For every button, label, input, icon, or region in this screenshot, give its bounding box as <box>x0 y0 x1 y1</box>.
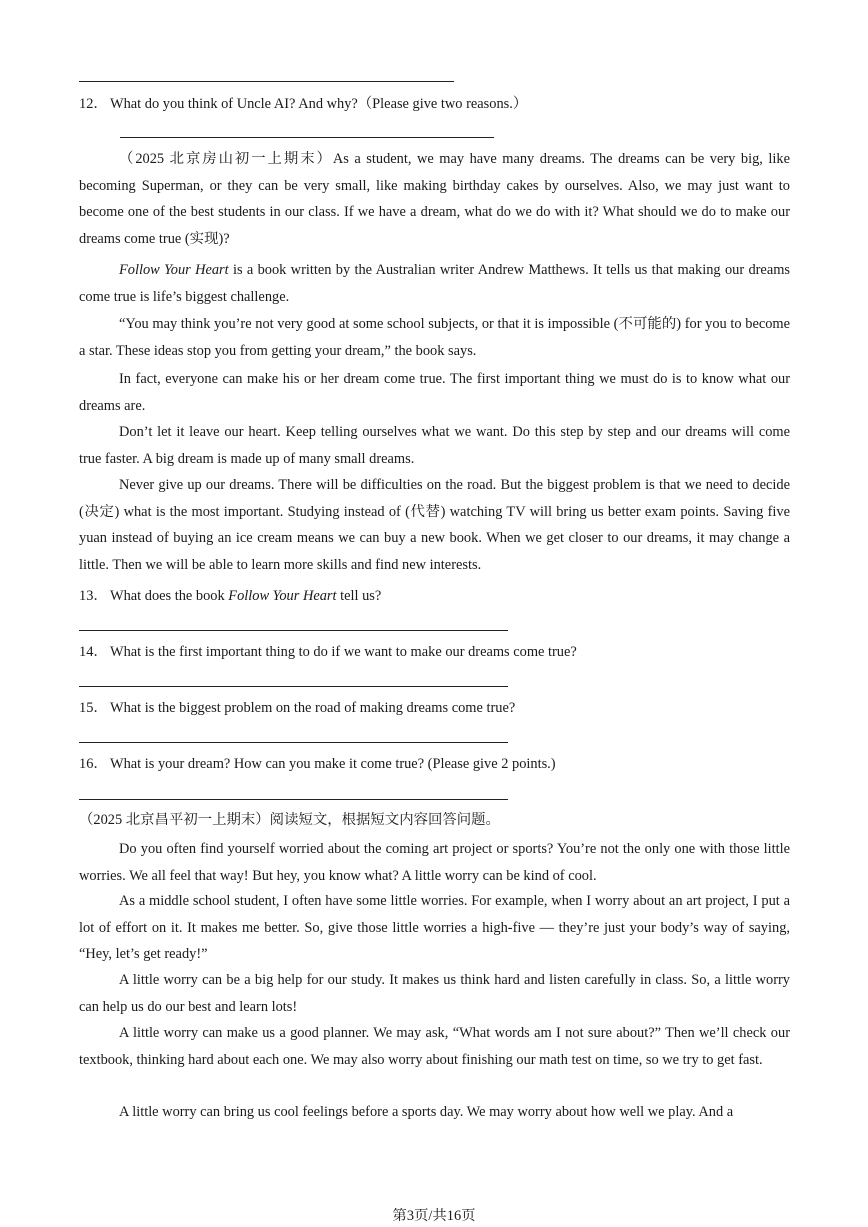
question-13: 13． What does the book Follow Your Heart tell us? <box>79 588 382 604</box>
passage-paragraph: As a middle school student, I often have some little worries. For example, when I worry about an art project, I put a lot of effort on it. It makes me better. So, give those little worries a high-five — they’re just your body’s way of saying, “Hey, let’s get ready!” <box>79 893 790 963</box>
passage-paragraph: “You may think you’re not very good at some school subjects, or that it is impossible (不可能的) for you to become a star. These ideas stop you from getting your dream,” the book says. <box>79 316 790 359</box>
answer-line[interactable] <box>79 742 508 743</box>
question-number: 15． <box>79 700 108 716</box>
question-14 <box>79 643 577 661</box>
source-label: （2025 北京房山初一上期末） <box>119 151 333 167</box>
question-number: 14． <box>79 644 108 660</box>
question-16 <box>79 755 556 773</box>
question-text: What is the biggest problem on the road of making dreams come true? <box>110 700 516 716</box>
passage-paragraph: In fact, everyone can make his or her dream come true. The first important thing we must do is to know what our dreams are. <box>79 371 790 414</box>
question-number: 13． <box>79 588 108 604</box>
passage-paragraph: Follow Your Heart is a book written by the Australian writer Andrew Matthews. It tells us that making our dreams come true is life’s biggest challenge. <box>79 262 790 305</box>
passage-paragraph: Never give up our dreams. There will be difficulties on the road. But the biggest problem is that we need to decide (决定) what is the most important. Studying instead of (代替) watching TV will bring us better exam points. Saving five yuan instead of buying an ice cream means we can buy a new book. When we get closer to our dreams, it may change a little. Then we will be able to learn more skills and find new interests. <box>79 477 790 574</box>
question-number: 12． <box>79 96 108 112</box>
question-12 <box>79 95 527 113</box>
answer-line[interactable] <box>79 630 508 631</box>
question-text: What is your dream? How can you make it come true? (Please give 2 points.) <box>110 756 556 772</box>
passage-paragraph: Do you often find yourself worried about the coming art project or sports? You’re not the only one with those little worries. We all feel that way! But hey, you know what? A little worry can be kind of cool. <box>79 841 790 884</box>
book-title: Follow Your Heart <box>119 262 229 278</box>
book-title: Follow Your Heart <box>228 588 337 604</box>
passage-paragraph: Don’t let it leave our heart. Keep telling ourselves what we want. Do this step by step and our dreams will come true faster. A big dream is made up of many small dreams. <box>79 424 790 467</box>
question-number: 16． <box>79 756 108 772</box>
question-text: What do you think of Uncle AI? And why?（Please give two reasons.） <box>110 96 528 112</box>
passage-source: （2025 北京昌平初一上期末）阅读短文，根据短文内容回答问题。 <box>79 812 500 828</box>
page-number: 第3页/共16页 <box>392 1208 476 1224</box>
question-text: What is the first important thing to do if we want to make our dreams come true? <box>110 644 577 660</box>
answer-line[interactable] <box>79 81 454 82</box>
answer-line[interactable] <box>79 799 508 800</box>
passage-paragraph: （2025 北京房山初一上期末）As a student, we may have many dreams. The dreams can be very big, like becoming Superman, or they can be very small, like making birthday cakes by ourselves. Also, we may just want to become one of the best students in our class. If we have a dream, what do we do with it? What should we do to make our dreams come true (实现)? <box>79 151 790 248</box>
passage-paragraph: A little worry can make us a good planner. We may ask, “What words am I not sure about?” Then we’ll check our textbook, thinking hard about each one. We may also worry about finishing our math test on time, so we try to get fast. <box>79 1025 790 1068</box>
answer-line[interactable] <box>120 137 494 138</box>
passage-paragraph: A little worry can bring us cool feelings before a sports day. We may worry about how well we play. And a <box>119 1104 734 1120</box>
answer-line[interactable] <box>79 686 508 687</box>
passage-paragraph: A little worry can be a big help for our study. It makes us think hard and listen carefully in class. So, a little worry can help us do our best and learn lots! <box>79 972 790 1015</box>
question-15 <box>79 699 515 717</box>
